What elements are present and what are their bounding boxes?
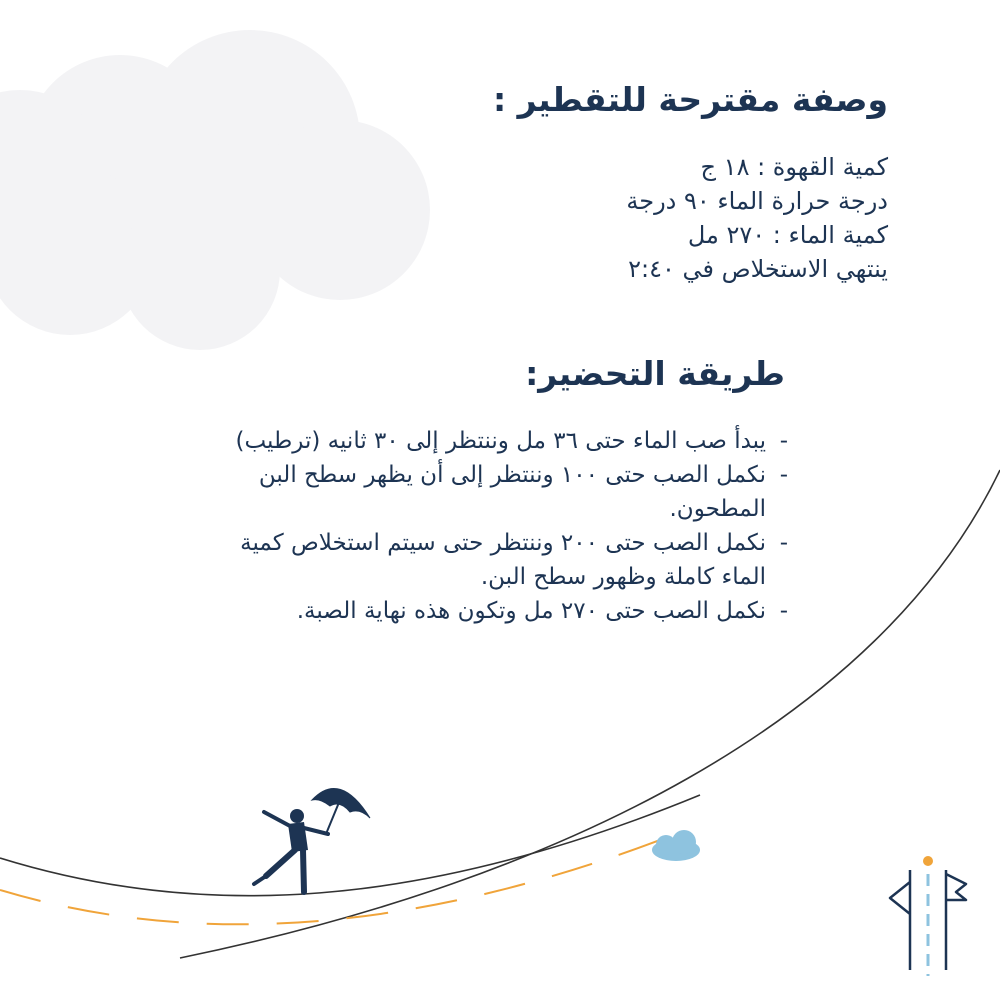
step-bullet: - — [779, 462, 788, 488]
step-bullet: - — [779, 530, 788, 556]
recipe-item-water-temperature: درجة حرارة الماء ٩٠ درجة — [626, 187, 888, 215]
recipe-list — [288, 150, 888, 286]
method-title: طريقة التحضير: — [525, 354, 785, 393]
recipe-item-extraction-time: ينتهي الاستخلاص في ٢:٤٠ — [628, 255, 888, 283]
logo-dot — [923, 856, 933, 866]
step-item — [48, 526, 788, 594]
cloud-small — [652, 830, 700, 861]
recipe-item-coffee-amount: كمية القهوة : ١٨ ج — [700, 153, 888, 181]
recipe-item-water-amount: كمية الماء : ٢٧٠ مل — [687, 221, 888, 249]
logo-left-flag — [890, 870, 910, 970]
step-text-continued: الماء كاملة وظهور سطح البن. — [480, 564, 766, 590]
step-item — [48, 458, 788, 526]
step-item — [48, 594, 788, 628]
step-bullet: - — [779, 598, 788, 624]
step-text: يبدأ صب الماء حتى ٣٦ مل وننتظر إلى ٣٠ ثانيه (ترطيب) — [235, 428, 766, 454]
step-text: نكمل الصب حتى ٢٧٠ مل وتكون هذه نهاية الصبة. — [296, 598, 766, 624]
man-with-umbrella — [254, 788, 370, 892]
step-item — [48, 424, 788, 458]
step-text-continued: المطحون. — [669, 496, 766, 522]
steps-list — [48, 424, 788, 628]
step-text: نكمل الصب حتى ١٠٠ وننتظر إلى أن يظهر سطح البن — [258, 462, 766, 488]
logo-right-flag — [946, 870, 966, 970]
road-signpost-logo — [884, 852, 972, 980]
recipe-title: وصفة مقترحة للتقطير : — [492, 80, 888, 119]
step-bullet: - — [779, 428, 788, 454]
step-text: نكمل الصب حتى ٢٠٠ وننتظر حتى سيتم استخلاص كمية — [240, 530, 766, 556]
